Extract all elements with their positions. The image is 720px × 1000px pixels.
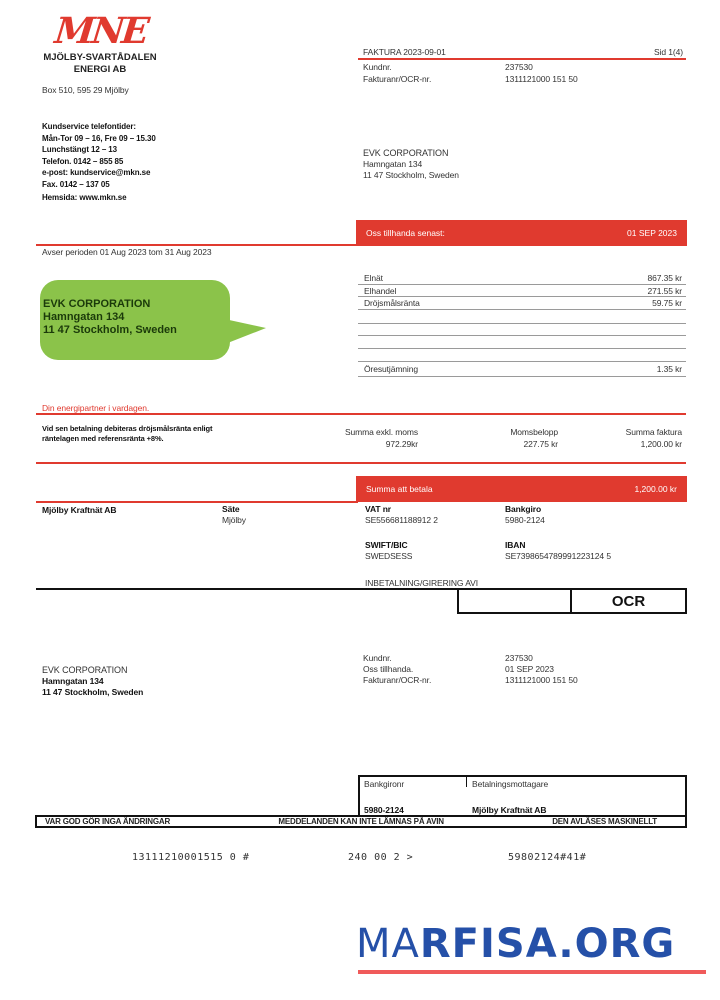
watermark-bold: RFISA.ORG (419, 921, 676, 967)
contact-line: Kundservice telefontider: (42, 122, 136, 131)
slip-recipient: Mjölby Kraftnät AB (472, 805, 547, 815)
charge-row (364, 297, 682, 309)
charge-amount: 271.55 kr (647, 286, 682, 296)
notice-no-messages: MEDDELANDEN KAN INTE LÄMNAS PÅ AVIN (278, 817, 444, 826)
iban-label: IBAN (505, 540, 526, 550)
row-divider (358, 361, 686, 362)
charge-label: Dröjsmålsränta (364, 298, 420, 308)
ocr-account: 59802124#41# (508, 852, 587, 863)
summary-top-divider (36, 413, 686, 415)
watermark-light: MA (356, 921, 420, 967)
row-divider (358, 309, 686, 310)
payment-slip-title: INBETALNING/GIRERING AVI (365, 578, 479, 588)
vat-nr-value: SE556681188912 2 (365, 515, 438, 525)
due-date: 01 SEP 2023 (627, 228, 677, 238)
watermark (356, 920, 675, 968)
due-date-bar (356, 220, 687, 246)
iban-block (505, 540, 611, 562)
slip-due-date: 01 SEP 2023 (505, 664, 554, 674)
notice-strip (35, 815, 687, 828)
customer-no: 237530 (505, 62, 533, 72)
sum-excl-vat-label: Summa exkl. moms (344, 427, 418, 437)
company-name-line2: ENERGI AB (73, 64, 127, 75)
seat-label: Säte (222, 504, 240, 514)
invoice-title: FAKTURA 2023-09-01 (363, 47, 446, 57)
charge-label: Elnät (364, 273, 383, 283)
amount-due-bar (356, 476, 687, 502)
slip-bankgiro: 5980-2124 (364, 805, 404, 815)
invoice-total-label: Summa faktura (625, 427, 682, 437)
slip-payer-address (42, 665, 143, 698)
slip-customer-no: 237530 (505, 653, 533, 663)
slip-payer-street: Hamngatan 134 (42, 676, 104, 686)
box-separator (466, 777, 467, 787)
slip-invoice-no: 1311121000 151 50 (505, 675, 578, 685)
slip-bankgiro-label: Bankgironr (364, 779, 405, 789)
slip-due-label: Oss tillhanda. (363, 664, 414, 674)
row-divider (358, 348, 686, 349)
page-number: Sid 1(4) (654, 47, 683, 57)
vat-label: Momsbelopp (510, 427, 558, 437)
contact-line: Mån-Tor 09 – 16, Fre 09 – 15.30 (42, 133, 156, 143)
contact-line: Telefon. 0142 – 855 85 (42, 156, 124, 166)
vat-value: 227.75 kr (523, 439, 558, 449)
invoice-no: 1311121000 151 50 (505, 74, 578, 84)
invoice-no-label: Fakturanr/OCR-nr. (363, 74, 432, 84)
company-logo (52, 10, 150, 52)
sum-excl-vat (300, 426, 418, 450)
header-divider (358, 58, 686, 60)
due-label: Oss tillhanda senast: (366, 228, 445, 238)
charge-amount: 867.35 kr (647, 273, 682, 283)
bubble-address (43, 298, 177, 337)
rounding-label: Öresutjämning (364, 364, 418, 374)
slip-invoice-no-label: Fakturanr/OCR-nr. (363, 675, 432, 685)
vat-amount (470, 426, 558, 450)
invoice-header (363, 46, 683, 58)
notice-machine-read: DEN AVLÄSES MASKINELLT (552, 817, 657, 826)
note-line: Vid sen betalning debiteras dröjsmålsränta enligt (42, 424, 213, 433)
rounding-amount: 1.35 kr (656, 364, 682, 374)
rounding-row (364, 363, 682, 375)
summary-bottom-divider (36, 462, 686, 464)
swift-label: SWIFT/BIC (365, 540, 408, 550)
contact-email: e-post: kundservice@mkn.se (42, 168, 151, 177)
recipient-address (363, 148, 459, 181)
charge-label: Elhandel (364, 286, 397, 296)
slip-recipient-label: Betalningsmottagare (472, 779, 549, 789)
contact-line: Lunchstängt 12 – 13 (42, 145, 118, 154)
customer-no-label: Kundnr. (363, 62, 392, 72)
bubble-city: 11 47 Stockholm, Sweden (43, 324, 177, 336)
footer-company: Mjölby Kraftnät AB (42, 505, 117, 515)
notice-no-changes: VAR GOD GÖR INGA ÄNDRINGAR (45, 817, 171, 826)
bubble-street: Hamngatan 134 (43, 311, 125, 323)
late-payment-note (42, 424, 212, 444)
bankgiro-value: 5980-2124 (505, 515, 545, 525)
recipient-name: EVK CORPORATION (363, 148, 449, 158)
bankgiro-block (505, 504, 545, 526)
row-divider (358, 335, 686, 336)
partner-slogan: Din energipartner i vardagen. (42, 403, 150, 413)
slip-divider (36, 588, 458, 590)
seat-block (222, 504, 246, 526)
company-name (30, 52, 170, 76)
contact-block (42, 121, 156, 204)
slip-values (505, 653, 578, 686)
bankgiro-label: Bankgiro (505, 504, 542, 514)
sum-excl-vat-value: 972.29kr (385, 439, 418, 449)
slip-customer-no-label: Kundnr. (363, 653, 392, 663)
watermark-underline (358, 970, 706, 974)
seat-value: Mjölby (222, 515, 246, 525)
swift-block (365, 540, 412, 562)
contact-website: Hemsida: www.mkn.se (42, 193, 127, 202)
charge-amount: 59.75 kr (652, 298, 682, 308)
amount-box (457, 588, 572, 614)
slip-labels (363, 653, 431, 686)
amount-due-label: Summa att betala (366, 484, 433, 494)
ocr-amount: 240 00 2 > (348, 852, 414, 863)
iban-value: SE7398654789991223124 5 (505, 551, 611, 561)
note-line: räntelagen med referensränta +8%. (42, 434, 164, 443)
recipient-street: Hamngatan 134 (363, 159, 423, 169)
invoice-total-value: 1,200.00 kr (640, 439, 682, 449)
footer-divider (36, 501, 358, 503)
bubble-tail (220, 318, 266, 346)
row-divider (358, 323, 686, 324)
billing-period: Avser perioden 01 Aug 2023 tom 31 Aug 2023 (42, 247, 212, 257)
amount-due-value: 1,200.00 kr (634, 484, 677, 494)
swift-value: SWEDSESS (365, 551, 413, 561)
contact-line: Fax. 0142 – 137 05 (42, 179, 110, 189)
ocr-reference: 13111210001515 0 # (132, 852, 250, 863)
invoice-total (584, 426, 682, 450)
vat-block (365, 504, 438, 526)
logo-mark: MNE (52, 10, 149, 52)
company-name-line1: MJÖLBY-SVARTÅDALEN (43, 52, 157, 63)
slip-payer-city: 11 47 Stockholm, Sweden (42, 687, 144, 697)
charge-row (364, 272, 682, 284)
slip-payer-name: EVK CORPORATION (42, 665, 128, 675)
vat-nr-label: VAT nr (365, 504, 391, 514)
row-divider (358, 376, 686, 377)
recipient-city: 11 47 Stockholm, Sweden (363, 170, 459, 180)
bubble-name: EVK CORPORATION (43, 298, 151, 310)
ocr-label: OCR (611, 592, 646, 610)
ocr-box (570, 588, 687, 614)
sender-address: Box 510, 595 29 Mjölby (42, 85, 129, 95)
